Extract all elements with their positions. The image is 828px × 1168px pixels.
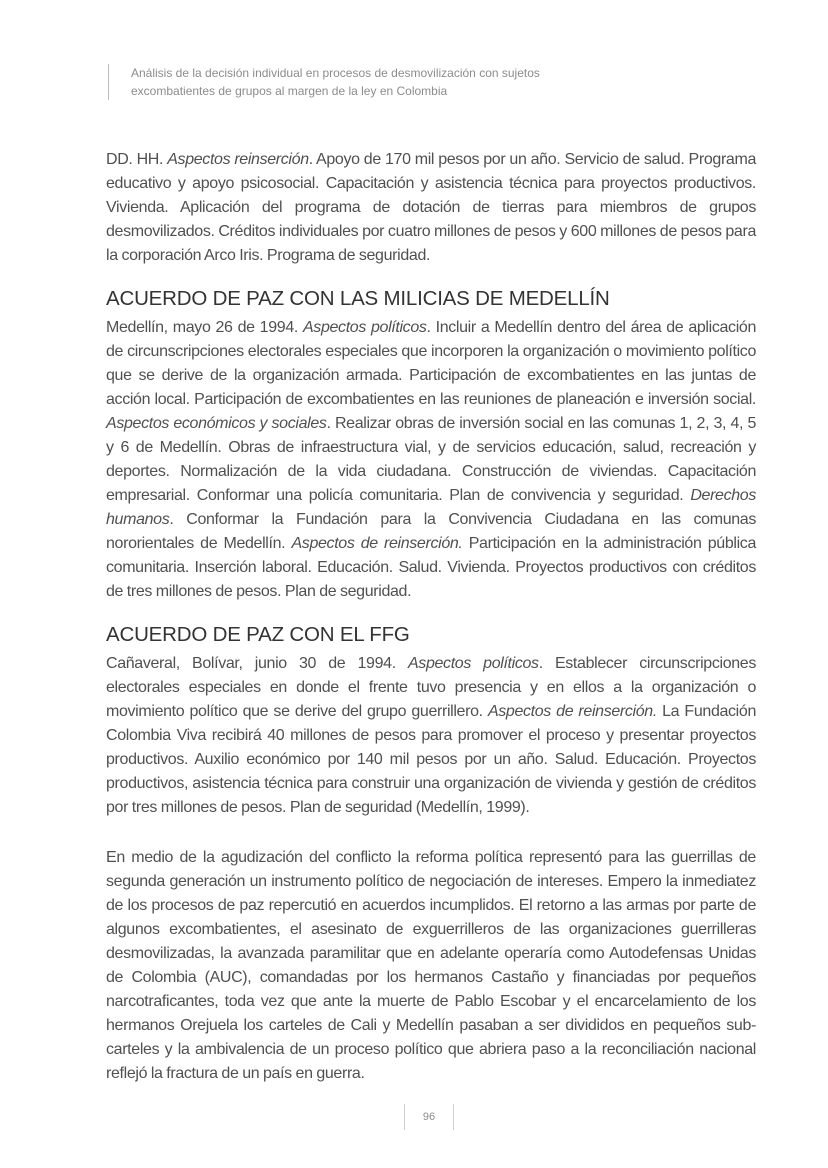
text-run: Cañaveral, Bolívar, junio 30 de 1994. bbox=[106, 655, 408, 672]
text-run: . Incluir a Medellín dentro del área de aplicación de circunscripciones electorales especiales que incorporen la organización o movimiento político que se derive de la organización armada. Participación de excombatientes en las juntas de acción local. Participación de excombatientes en las reuniones de planeación e inversión social. bbox=[106, 319, 756, 408]
section-heading-ffg: ACUERDO DE PAZ CON EL FFG bbox=[106, 623, 410, 646]
running-header-line-1: Análisis de la decisión individual en procesos de desmovilización con sujetos bbox=[131, 66, 540, 80]
paragraph-milicias-medellin bbox=[106, 316, 756, 604]
italic-run: Aspectos económicos y sociales bbox=[106, 415, 327, 432]
italic-run: Aspectos de reinserción. bbox=[487, 703, 657, 720]
paragraph-reinsercion-summary bbox=[106, 148, 756, 268]
text-run: . Establecer circunscripciones electorales especiales en donde el frente tuvo presencia y en ellos a la organización o movimiento político que se derive del grupo guerrillero. bbox=[106, 655, 756, 720]
running-header bbox=[108, 64, 651, 100]
italic-run: Aspectos políticos bbox=[302, 319, 427, 336]
text-run: Participación en la administración pública comunitaria. Inserción laboral. Educación. Salud. Vivienda. Proyectos productivos con créditos de tres millones de pesos. Plan de seguridad. bbox=[106, 535, 756, 600]
italic-run: Aspectos de reinserción. bbox=[291, 535, 463, 552]
running-header-line-2: excombatientes de grupos al margen de la ley en Colombia bbox=[131, 84, 448, 98]
text-run: La Fundación Colombia Viva recibirá 40 millones de pesos para promover el proceso y presentar proyectos productivos. Auxilio económico por 140 mil pesos por un año. Salud. Educación. Proyectos productivos, asistencia técnica para construir una organización de vivienda y gestión de créditos por tres millones de pesos. Plan de seguridad (Medellín, 1999). bbox=[106, 703, 756, 816]
text-run: . Apoyo de 170 mil pesos por un año. Servicio de salud. Programa educativo y apoyo psicosocial. Capacitación y asistencia técnica para proyectos productivos. Vivienda. Aplicación del programa de dotación de tierras para miembros de grupos desmovilizados. Créditos individuales por cuatro millones de pesos y 600 millones de pesos para la corporación Arco Iris. Programa de seguridad. bbox=[106, 151, 756, 264]
paragraph-ffg bbox=[106, 652, 756, 820]
text-run: DD. HH. bbox=[106, 151, 168, 168]
italic-run: Aspectos reinserción bbox=[167, 151, 309, 168]
text-run: . Conformar la Fundación para la Convivencia Ciudadana en las comunas nororientales de Medellín. bbox=[106, 511, 756, 552]
page-body bbox=[106, 148, 756, 1086]
paragraph-conflict-context: En medio de la agudización del conflicto la reforma política representó para las guerrillas de segunda generación un instrumento político de negociación de intereses. Empero la inmediatez de los procesos de paz repercutió en acuerdos incumplidos. El retorno a las armas por parte de algunos excombatientes, el asesinato de exguerrilleros de las organizaciones guerrilleras desmovilizadas, la avanzada paramilitar que en adelante operaría como Autodefensas Unidas de Colombia (AUC), comandadas por los hermanos Castaño y financiadas por pequeños narcotraficantes, toda vez que ante la muerte de Pablo Escobar y el encarcelamiento de los hermanos Orejuela los carteles de Cali y Medellín pasaban a ser divididos en pequeños sub-carteles y la ambivalencia de un proceso político que abriera paso a la reconciliación nacional reflejó la fractura de un país en guerra. bbox=[106, 849, 756, 1082]
italic-run: Derechos humanos bbox=[106, 487, 756, 528]
italic-run: Aspectos políticos bbox=[407, 655, 539, 672]
text-run: . Realizar obras de inversión social en las comunas 1, 2, 3, 4, 5 y 6 de Medellín. Obras de infraestructura vial, y de servicios educación, salud, recreación y deportes. Normalización de la vida ciudadana. Construcción de viviendas. Capacitación empresarial. Conformar una policía comunitaria. Plan de convivencia y seguridad. bbox=[106, 415, 756, 504]
page-number: 96 bbox=[404, 1104, 454, 1130]
text-run: Medellín, mayo 26 de 1994. bbox=[106, 319, 303, 336]
section-heading-milicias-medellin: ACUERDO DE PAZ CON LAS MILICIAS DE MEDELLÍN bbox=[106, 287, 610, 310]
